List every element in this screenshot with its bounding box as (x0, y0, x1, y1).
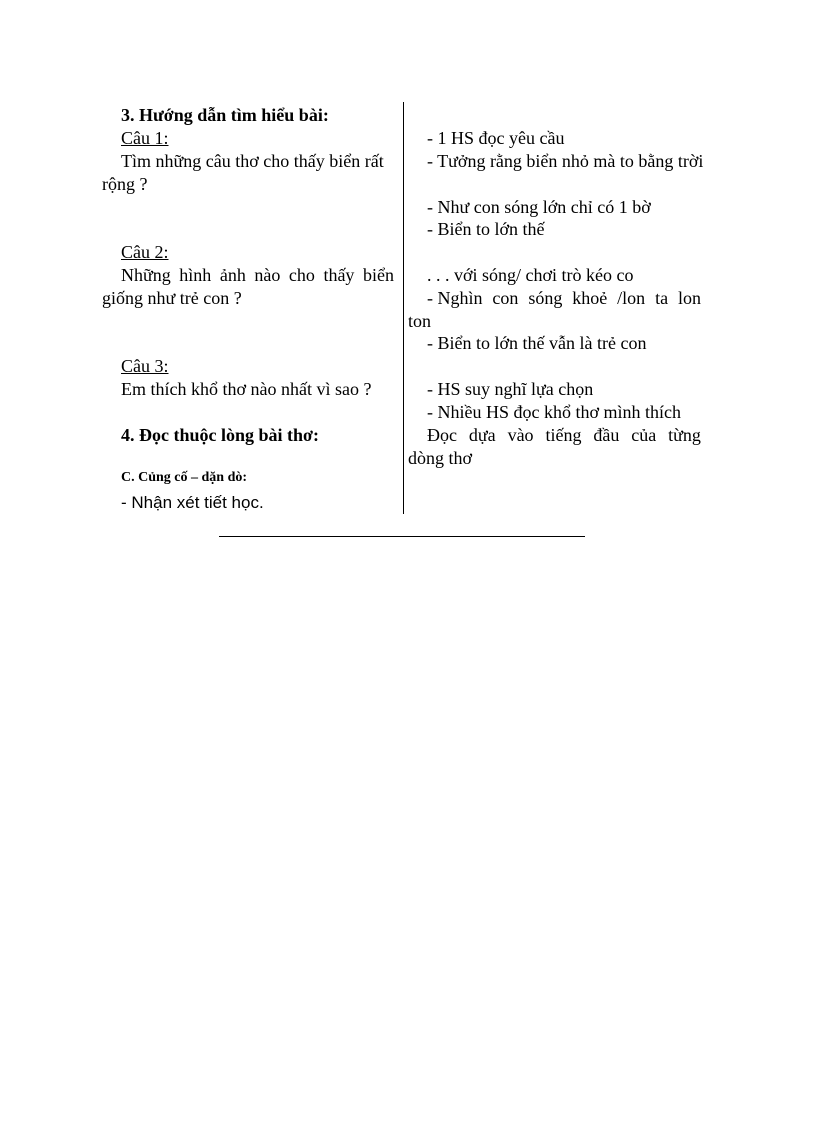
word: Những (121, 265, 171, 285)
column-divider (403, 102, 404, 514)
answer-2: - Tưởng rằng biển nhỏ mà to bằng trời (427, 151, 704, 171)
answer-7: - Biển to lớn thế vẫn là trẻ con (427, 333, 647, 353)
answer-10-cont: dòng thơ (408, 448, 473, 468)
word: - Nghìn (427, 288, 483, 308)
question-2-text (121, 264, 394, 286)
answer-9: - Nhiều HS đọc khổ thơ mình thích (427, 402, 681, 422)
word: nào (254, 265, 281, 285)
word: lon (677, 288, 701, 308)
word: tiếng (545, 425, 582, 445)
word: đầu (593, 425, 620, 445)
answer-3: - Như con sóng lớn chỉ có 1 bờ (427, 197, 651, 217)
word: từng (668, 425, 701, 445)
answer-5: . . . với sóng/ chơi trò kéo co (427, 265, 634, 285)
word: ta (655, 288, 669, 308)
end-rule (219, 536, 585, 537)
word: dựa (468, 425, 496, 445)
word: sóng (528, 288, 563, 308)
word: khoẻ (572, 288, 608, 308)
question-1-text-cont: rộng ? (102, 174, 148, 194)
question-3-text: Em thích khổ thơ nào nhất vì sao ? (121, 379, 372, 399)
section-c-heading: C. Củng cố – dặn dò: (121, 470, 248, 485)
word: ảnh (219, 265, 246, 285)
answer-10 (427, 424, 701, 446)
word: con (492, 288, 519, 308)
question-2-text-cont: giống như trẻ con ? (102, 288, 242, 308)
answer-1: - 1 HS đọc yêu cầu (427, 128, 565, 148)
word: biển (362, 265, 394, 285)
answer-6 (427, 287, 701, 309)
section-4-heading: 4. Đọc thuộc lòng bài thơ: (121, 425, 319, 445)
word: /lon (617, 288, 646, 308)
question-1-text: Tìm những câu thơ cho thấy biển rất (121, 151, 384, 171)
word: hình (179, 265, 212, 285)
section-3-heading: 3. Hướng dẫn tìm hiểu bài: (121, 105, 329, 125)
question-2-label: Câu 2: (121, 242, 169, 262)
word: cho (288, 265, 315, 285)
answer-4: - Biển to lớn thế (427, 219, 545, 239)
word: của (631, 425, 657, 445)
question-3-label: Câu 3: (121, 356, 169, 376)
question-1-label: Câu 1: (121, 128, 169, 148)
word: Đọc (427, 425, 457, 445)
word: vào (507, 425, 534, 445)
answer-6-cont: ton (408, 311, 432, 331)
answer-8: - HS suy nghĩ lựa chọn (427, 379, 594, 399)
section-c-item: - Nhận xét tiết học. (121, 493, 264, 512)
word: thấy (323, 265, 355, 285)
